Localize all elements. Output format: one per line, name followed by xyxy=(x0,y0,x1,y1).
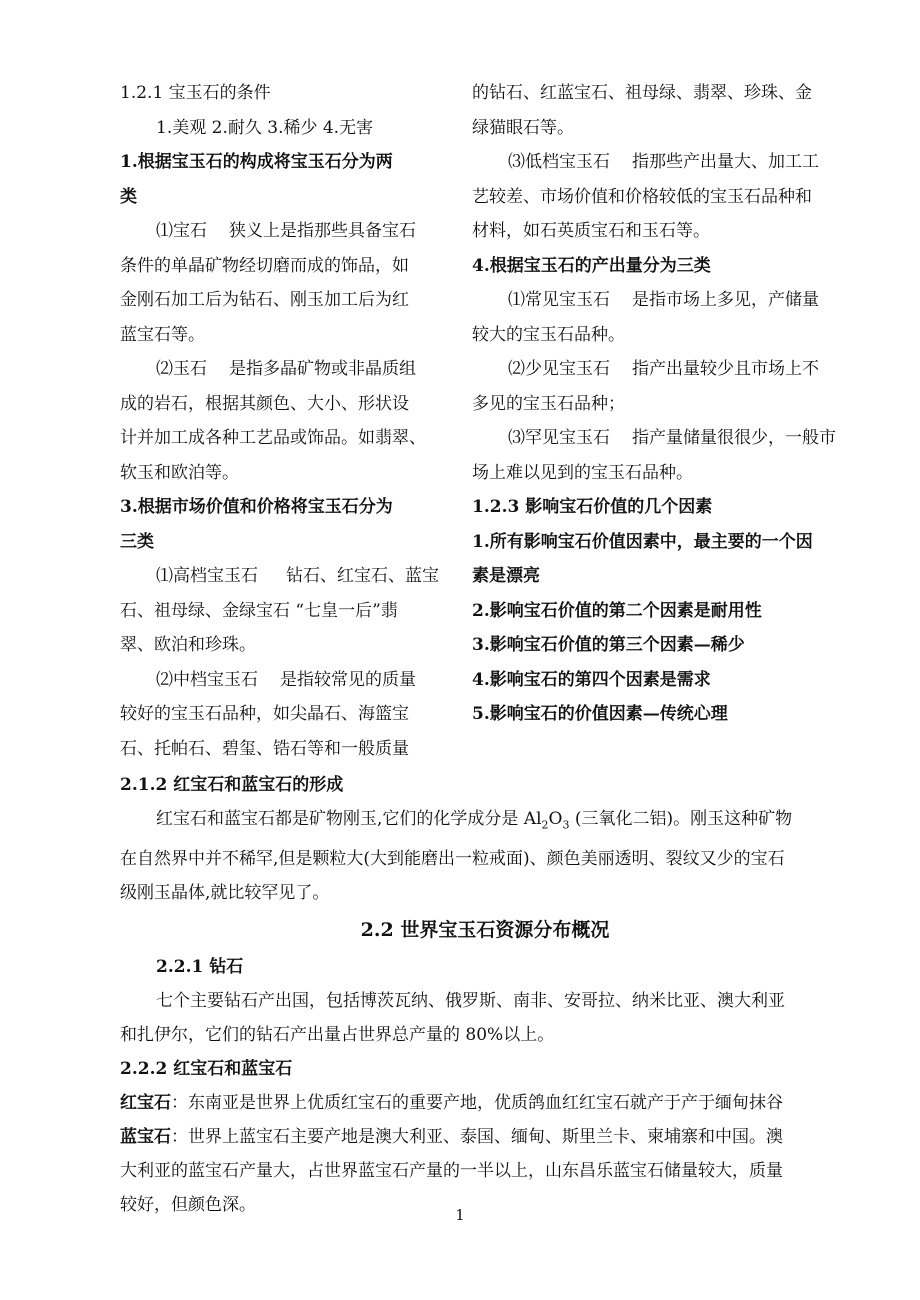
jade-definition-line-2: 成的岩石，根据其颜色、大小、形状设 xyxy=(120,393,409,414)
page-number: 1 xyxy=(455,1206,465,1224)
rare-gem-term: ⑶罕见宝玉石 xyxy=(508,428,610,448)
ruby-label: 红宝石 xyxy=(120,1093,171,1114)
formation-text-a: 红宝石和蓝宝石都是矿物刚玉,它们的化学成分是 Al xyxy=(156,809,542,829)
formation-paragraph xyxy=(120,802,850,842)
jade-definition-line-3: 计并加工成各种工艺品或饰品。如翡翠、 xyxy=(120,428,426,448)
sapphire-label: 蓝宝石 xyxy=(120,1127,171,1148)
low-grade-line-3: 材料，如石英质宝石和玉石等。 xyxy=(472,221,710,241)
heading-by-construction-cont: 类 xyxy=(120,186,137,207)
factor-3: 3.影响宝石价值的第三个因素—稀少 xyxy=(472,635,745,655)
right-column xyxy=(472,76,850,732)
heading-by-market-cont: 三类 xyxy=(120,531,154,552)
low-grade-term: ⑶低档宝玉石 xyxy=(508,152,610,172)
formation-line-3: 级刚玉晶体,就比较罕见了。 xyxy=(120,883,330,904)
common-gem-term: ⑴常见宝玉石 xyxy=(508,290,610,310)
gem-definition-line-4: 蓝宝石等。 xyxy=(120,324,205,345)
low-grade-line-2: 艺较差、市场价值和价格较低的宝玉石品种和 xyxy=(472,186,812,207)
low-grade-text: 指那些产出量大、加工工 xyxy=(632,152,819,172)
less-common-term: ⑵少见宝玉石 xyxy=(508,359,610,379)
jade-term: ⑵玉石 xyxy=(156,359,207,379)
sapphire-line-3: 较好，但颜色深。 xyxy=(120,1195,256,1216)
two-column-section xyxy=(120,76,850,766)
formation-line-2: 在自然界中并不稀罕,但是颗粒大(大到能磨出一粒戒面)、颜色美丽透明、裂纹又少的宝石 xyxy=(120,849,785,870)
jade-definition-line-4: 软玉和欧泊等。 xyxy=(120,462,239,483)
rare-gem-definition xyxy=(472,421,850,456)
less-common-line-2: 多见的宝玉石品种； xyxy=(472,393,625,414)
diamond-line-2: 和扎伊尔，它们的钻石产出量占世界总产量的 80%以上。 xyxy=(120,1025,555,1046)
mid-grade-line-2: 较好的宝玉石品种，如尖晶石、海篮宝 xyxy=(120,704,409,724)
gem-definition-line-2: 条件的单晶矿物经切磨而成的饰品，如 xyxy=(120,255,409,276)
ruby-paragraph xyxy=(120,1086,850,1120)
mid-grade-continued: 的钻石、红蓝宝石、祖母绿、翡翠、珍珠、金 xyxy=(472,83,812,103)
sapphire-text: ：世界上蓝宝石主要产地是澳大利亚、泰国、缅甸、斯里兰卡、柬埔寨和中国。澳 xyxy=(171,1127,783,1148)
rare-gem-text: 指产量储量很很少，一般市 xyxy=(632,428,836,448)
gem-definition-text: 狭义上是指那些具备宝石 xyxy=(229,221,416,241)
high-grade-line-3: 翠、欧泊和珍珠。 xyxy=(120,635,256,655)
gem-definition-line-3: 金刚石加工后为钻石、刚玉加工后为红 xyxy=(120,290,409,310)
factor-1-cont: 素是漂亮 xyxy=(472,566,540,586)
formula-oxygen: O xyxy=(548,809,563,829)
diamond-paragraph: 七个主要钻石产出国，包括博茨瓦纳、俄罗斯、南非、安哥拉、纳米比亚、澳大利亚 xyxy=(156,991,785,1012)
common-gem-text: 是指市场上多见，产储量 xyxy=(632,290,819,310)
heading-by-construction: 1.根据宝玉石的构成将宝玉石分为两 xyxy=(120,152,393,172)
heading-2-2-1: 2.2.1 钻石 xyxy=(156,957,244,978)
mid-grade-line-3: 石、托帕石、碧玺、锆石等和一般质量 xyxy=(120,738,409,759)
low-grade-definition xyxy=(472,145,850,180)
mid-grade-continued-2: 绿猫眼石等。 xyxy=(472,117,574,138)
formation-text-b: (三氧化二铝)。刚玉这种矿物 xyxy=(569,809,793,829)
ruby-text: ：东南亚是世界上优质红宝石的重要产地，优质鸽血红红宝石就产于产于缅甸抹谷 xyxy=(171,1093,783,1114)
sapphire-line-2: 大利亚的蓝宝石产量大，占世界蓝宝石产量的一半以上，山东昌乐蓝宝石储量较大，质量 xyxy=(120,1161,783,1182)
heading-2-1-2: 2.1.2 红宝石和蓝宝石的形成 xyxy=(120,775,344,795)
heading-1-2-1: 1.2.1 宝玉石的条件 xyxy=(120,83,271,103)
full-width-section xyxy=(120,768,850,1222)
heading-2-2-2: 2.2.2 红宝石和蓝宝石 xyxy=(120,1059,293,1080)
mid-grade-text: 是指较常见的质量 xyxy=(280,669,416,690)
heading-by-market: 3.根据市场价值和价格将宝玉石分为 xyxy=(120,497,393,517)
factor-1: 1.所有影响宝石价值因素中，最主要的一个因 xyxy=(472,531,813,552)
sapphire-paragraph xyxy=(120,1120,850,1154)
gem-term: ⑴宝石 xyxy=(156,221,207,241)
rare-gem-line-2: 场上难以见到的宝玉石品种。 xyxy=(472,462,693,483)
left-column xyxy=(120,76,480,766)
section-title-2-2: 2.2 世界宝玉石资源分布概况 xyxy=(360,919,610,942)
gem-conditions-list: 1.美观 2.耐久 3.稀少 4.无害 xyxy=(156,117,374,138)
factor-2: 2.影响宝石价值的第二个因素是耐用性 xyxy=(472,600,762,621)
factor-4: 4.影响宝石的第四个因素是需求 xyxy=(472,669,711,690)
high-grade-line-2: 石、祖母绿、金绿宝石 “七皇一后”翡 xyxy=(120,600,398,621)
factor-5: 5.影响宝石的价值因素—传统心理 xyxy=(472,704,728,724)
high-grade-text: 钻石、红宝石、蓝宝 xyxy=(286,566,439,586)
high-grade-term: ⑴高档宝玉石 xyxy=(156,566,258,586)
mid-grade-definition xyxy=(120,663,480,698)
jade-definition-text: 是指多晶矿物或非晶质组 xyxy=(229,359,416,379)
jade-definition xyxy=(120,352,480,387)
high-grade-definition xyxy=(120,559,480,594)
gem-definition xyxy=(120,214,480,249)
heading-by-output: 4.根据宝玉石的产出量分为三类 xyxy=(472,255,711,276)
less-common-text: 指产出量较少且市场上不 xyxy=(632,359,819,379)
heading-1-2-3: 1.2.3 影响宝石价值的几个因素 xyxy=(472,497,713,517)
common-gem-line-2: 较大的宝玉石品种。 xyxy=(472,324,625,345)
formula-subscript-3: 3 xyxy=(562,818,570,832)
formula-subscript-2: 2 xyxy=(541,818,549,832)
common-gem-definition xyxy=(472,283,850,318)
less-common-definition xyxy=(472,352,850,387)
mid-grade-term: ⑵中档宝玉石 xyxy=(156,669,258,690)
